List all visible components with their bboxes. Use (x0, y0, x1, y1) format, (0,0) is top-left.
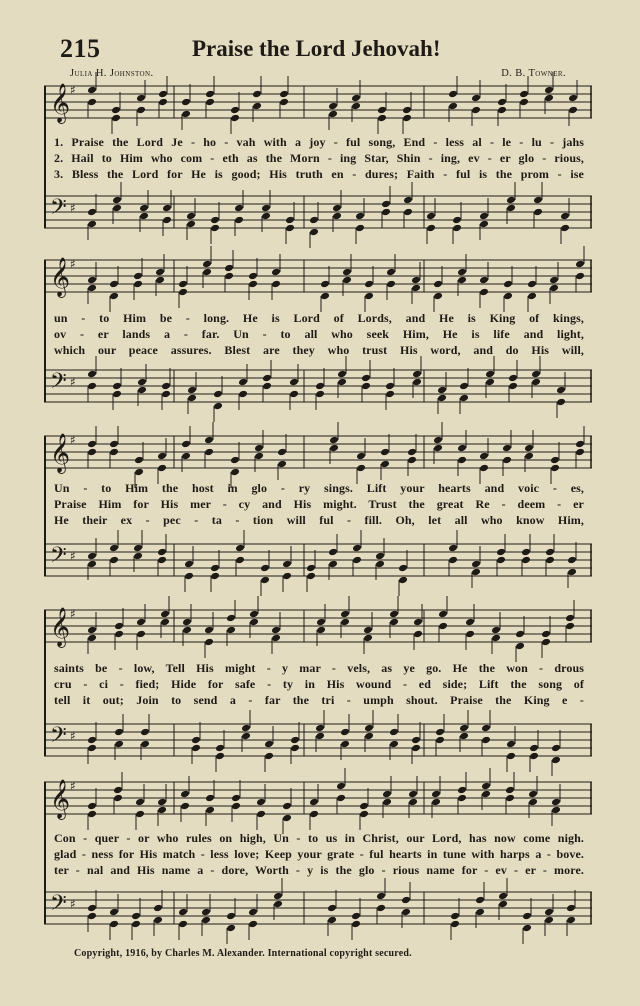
system-brace-line (44, 86, 46, 228)
svg-text:𝄢: 𝄢 (50, 543, 67, 573)
lyric-verse-3: He their ex - pec - ta - tion will ful - fill. Oh, let all who know Him, (54, 513, 584, 527)
lyric-verse-2: 2. Hail to Him who com - eth as the Morn - ing Star, Shin - ing, ev - er glo - rious, (54, 151, 584, 165)
treble-staff-notation (44, 256, 592, 296)
bass-staff-notation (44, 888, 592, 928)
svg-text:𝄞: 𝄞 (50, 607, 71, 647)
bass-staff (44, 720, 592, 760)
bass-staff-notation (44, 192, 592, 232)
author-credit: Julia H. Johnston. (70, 68, 154, 79)
system-brace-line (44, 610, 46, 756)
svg-text:♯: ♯ (70, 83, 76, 97)
treble-staff-notation (44, 606, 592, 646)
lyrics-block (44, 310, 592, 358)
lyric-verse-1: 1. Praise the Lord Je - ho - vah with a joy - ful song, End - less al - le - lu - jahs (54, 135, 584, 149)
svg-text:♯: ♯ (70, 549, 76, 563)
bass-staff-notation (44, 366, 592, 406)
bass-staff (44, 888, 592, 928)
system-brace-line (44, 260, 46, 402)
hymn-title: Praise the Lord Jehovah! (192, 36, 441, 61)
treble-staff (44, 606, 592, 646)
treble-staff (44, 432, 592, 472)
svg-text:♯: ♯ (70, 779, 76, 793)
svg-text:𝄢: 𝄢 (50, 369, 67, 399)
lyric-verse-1: un - to Him be - long. He is Lord of Lords, and He is King of kings, (54, 311, 584, 325)
lyric-verse-3: 3. Bless the Lord for He is good; His truth en - dures; Faith - ful is the prom - ise (54, 167, 584, 181)
system-brace-line (44, 436, 46, 576)
treble-staff (44, 778, 592, 818)
lyric-verse-2: glad - ness for His match - less love; Keep your grate - ful hearts in tune with harps a - bove. (54, 847, 584, 861)
copyright-notice: Copyright, 1916, by Charles M. Alexander. International copyright secured. (74, 948, 412, 959)
lyric-verse-3: which our peace assures. Blest are they who trust His word, and do His will, (54, 343, 584, 357)
lyrics-block (44, 134, 592, 182)
lyric-verse-3: tell it out; Join to send a - far the tri - umph shout. Praise the King e - (54, 693, 584, 707)
lyric-verse-3: ter - nal and His name a - dore, Worth - y is the glo - rious name for - ev - er - more. (54, 863, 584, 877)
svg-text:♯: ♯ (70, 897, 76, 911)
bass-staff (44, 540, 592, 580)
svg-text:♯: ♯ (70, 729, 76, 743)
lyrics-block (44, 660, 592, 708)
bass-staff (44, 366, 592, 406)
svg-text:𝄞: 𝄞 (50, 779, 71, 819)
svg-text:𝄞: 𝄞 (50, 83, 71, 123)
lyric-verse-2: cru - ci - fied; Hide for safe - ty in His wound - ed side; Lift the song of (54, 677, 584, 691)
svg-text:♯: ♯ (70, 433, 76, 447)
lyric-verse-1: saints be - low, Tell His might - y mar - vels, as ye go. He the won - drous (54, 661, 584, 675)
svg-text:♯: ♯ (70, 201, 76, 215)
lyric-verse-1: Con - quer - or who rules on high, Un - to us in Christ, our Lord, has now come nigh. (54, 831, 584, 845)
svg-text:♯: ♯ (70, 257, 76, 271)
bass-staff-notation (44, 540, 592, 580)
svg-text:𝄢: 𝄢 (50, 891, 67, 921)
system-brace-line (44, 782, 46, 924)
lyric-verse-1: Un - to Him the host in glo - ry sings. Lift your hearts and voic - es, (54, 481, 584, 495)
svg-text:𝄞: 𝄞 (50, 257, 71, 297)
lyric-verse-2: Praise Him for His mer - cy and His might. Trust the great Re - deem - er (54, 497, 584, 511)
treble-staff-notation (44, 778, 592, 818)
bass-staff-notation (44, 720, 592, 760)
lyric-verse-2: ov - er lands a - far. Un - to all who seek Him, He is life and light, (54, 327, 584, 341)
treble-staff (44, 82, 592, 122)
treble-staff (44, 256, 592, 296)
svg-text:♯: ♯ (70, 607, 76, 621)
hymn-number: 215 (60, 34, 101, 63)
lyrics-block (44, 830, 592, 878)
composer-credit: D. B. Towner. (501, 68, 566, 79)
bass-staff (44, 192, 592, 232)
svg-text:♯: ♯ (70, 375, 76, 389)
svg-text:𝄞: 𝄞 (50, 433, 71, 473)
svg-text:𝄢: 𝄢 (50, 195, 67, 225)
treble-staff-notation (44, 432, 592, 472)
lyrics-block (44, 480, 592, 528)
treble-staff-notation (44, 82, 592, 122)
svg-text:𝄢: 𝄢 (50, 723, 67, 753)
